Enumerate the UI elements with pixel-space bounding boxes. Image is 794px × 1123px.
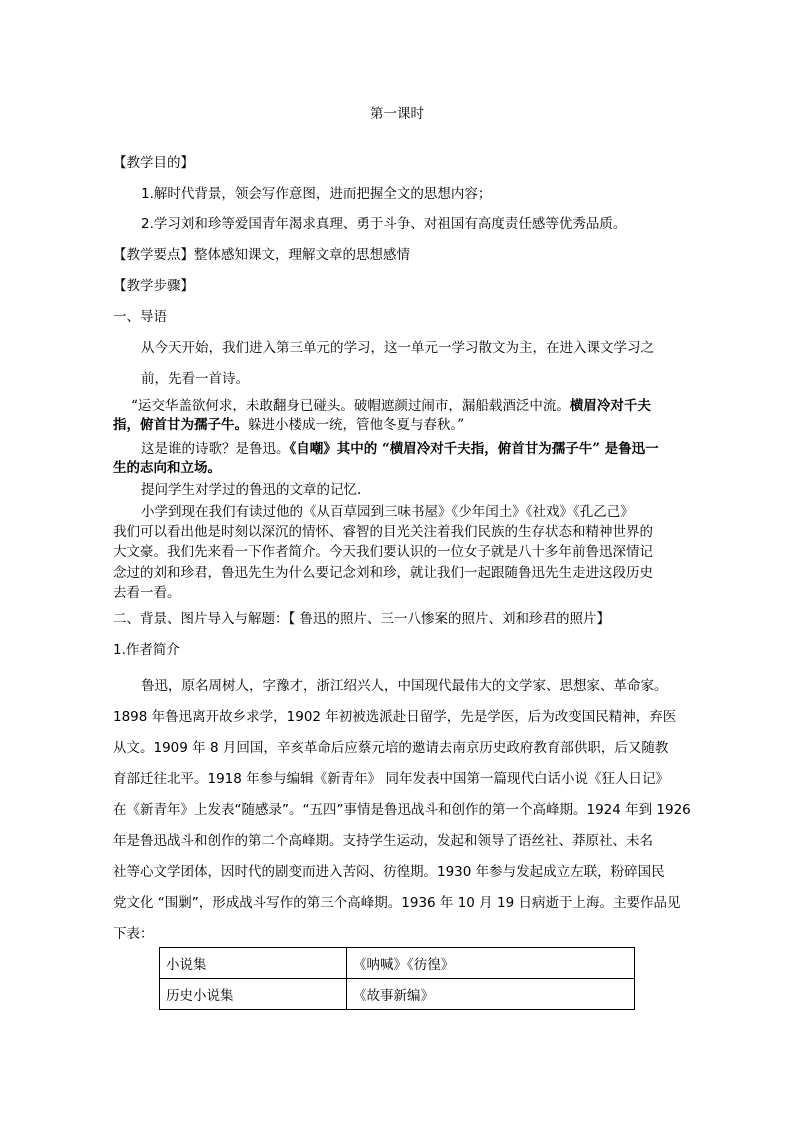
paragraph-line-3: 大文豪。我们先来看一下作者简介。今天我们要认识的一位女子就是八十多年前鲁迅深情记 <box>113 544 653 560</box>
table-row <box>160 979 635 1010</box>
page-title: 第一课时 <box>370 106 424 122</box>
prompt-line: 提问学生对学过的鲁迅的文章的记忆. <box>141 482 362 498</box>
question-line-1-normal: 这是谁的诗歌？是鲁迅。 <box>141 441 290 457</box>
bio-line-1: 鲁迅，原名周树人，字豫才，浙江绍兴人，中国现代最伟大的文学家、思想家、革命家。 <box>141 678 668 694</box>
poem-line-1-bold: 横眉冷对千夫 <box>569 398 651 414</box>
question-line-2: 生的志向和立场。 <box>113 460 221 476</box>
objective-2: 2.学习刘和珍等爱国青年渴求真理、勇于斗争、对祖国有高度责任感等优秀品质。 <box>141 216 627 232</box>
paragraph-line-5: 去看一看。 <box>113 585 181 601</box>
works-table <box>159 947 635 1010</box>
bio-line-2: 1898 年鲁迅离开故乡求学，1902 年初被选派赴日留学，先是学医，后为改变国民精神，弃医 <box>113 709 677 725</box>
question-line-1 <box>141 440 659 458</box>
keypoints-label: 【教学要点】 <box>113 247 194 263</box>
poem-line-2 <box>113 416 464 434</box>
question-line-1-bold: 《自嘲》其中的 “横眉冷对千夫指，俯首甘为孺子牛” 是鲁迅一 <box>289 441 659 457</box>
table-row <box>160 948 635 979</box>
objectives-heading: 【教学目的】 <box>113 155 194 171</box>
table-cell-titles: 《故事新编》 <box>347 979 635 1010</box>
section-2-heading: 二、背景、图片导入与解题：【 鲁迅的照片、三一八惨案的照片、刘和珍君的照片】 <box>113 611 611 627</box>
bio-line-3: 从文。1909 年 8 月回国，辛亥革命后应蔡元培的邀请去南京历史政府教育部供职，后又随教 <box>113 740 669 756</box>
poem-line-1 <box>131 397 651 415</box>
author-heading: 1.作者简介 <box>113 642 180 658</box>
keypoints-text: 整体感知课文，理解文章的思想感情 <box>194 247 410 263</box>
table-cell-titles: 《呐喊》《彷徨》 <box>347 948 635 979</box>
intro-line-2: 前，先看一首诗。 <box>141 371 249 387</box>
section-1-heading: 一、导语 <box>113 309 167 325</box>
bio-line-8: 党文化 “围剿”，形成战斗写作的第三个高峰期。1936 年 10 月 19 日病逝于上海。主要作品见 <box>113 895 681 911</box>
table-cell-type: 历史小说集 <box>160 979 347 1010</box>
poem-line-2-normal: 躲进小楼成一统，管他冬夏与春秋。” <box>248 417 465 433</box>
keypoints-line <box>113 246 410 264</box>
bio-line-7: 社等心文学团体，因时代的剧变而进入苦闷、彷徨期。1930 年参与发起成立左联，粉碎国民 <box>113 864 665 880</box>
paragraph-line-2: 我们可以看出他是时刻以深沉的情怀、睿智的目光关注着我们民族的生存状态和精神世界的 <box>113 524 653 540</box>
paragraph-line-1: 小学到现在我们有读过他的《从百草园到三味书屋》《少年闰土》《社戏》《孔乙己》 <box>141 504 634 520</box>
steps-heading: 【教学步骤】 <box>113 278 194 294</box>
poem-line-2-bold: 指，俯首甘为孺子牛。 <box>113 417 248 433</box>
bio-line-6: 年是鲁迅战斗和创作的第二个高峰期。支持学生运动，发起和领导了语丝社、莽原社、未名 <box>113 833 653 849</box>
bio-line-5: 在《新青年》上发表“随感录”。“五四”事情是鲁迅战斗和创作的第一个高峰期。1924 年到 1926 <box>113 802 691 818</box>
table-cell-type: 小说集 <box>160 948 347 979</box>
bio-line-4: 育部迁往北平。1918 年参与编辑《新青年》 同年发表中国第一篇现代白话小说《狂人日记》 <box>113 771 669 787</box>
intro-line-1: 从今天开始，我们进入第三单元的学习，这一单元一学习散文为主，在进入课文学习之 <box>141 340 654 356</box>
paragraph-line-4: 念过的刘和珍君，鲁迅先生为什么要记念刘和珍，就让我们一起跟随鲁迅先生走进这段历史 <box>113 565 653 581</box>
poem-line-1-normal: “运交华盖欲何求，未敢翻身已碰头。破帽遮颜过闹市，漏船载酒泛中流。 <box>131 398 570 414</box>
bio-line-9: 下表： <box>113 926 154 942</box>
objective-1: 1.解时代背景，领会写作意图，进而把握全文的思想内容； <box>141 186 492 202</box>
